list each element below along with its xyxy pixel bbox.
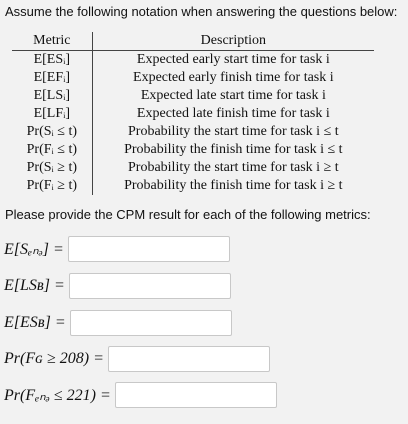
metric-cell: E[LFᵢ] [12, 105, 92, 123]
notation-table [12, 32, 374, 195]
table-row [12, 69, 374, 87]
question-label: Pr(Fɢ ≥ 208) = [4, 350, 104, 367]
answer-input[interactable] [115, 382, 277, 408]
description-cell: Probability the start time for task i ≥ t [128, 160, 339, 175]
question-row [4, 382, 277, 408]
question-label: E[LSʙ] = [4, 277, 65, 294]
metric-cell: Pr(Sᵢ ≤ t) [12, 123, 92, 141]
description-cell: Expected late finish time for task i [136, 106, 330, 121]
metric-cell: E[LSᵢ] [12, 87, 92, 105]
description-cell: Expected early start time for task i [136, 52, 330, 67]
header-metric: Metric [12, 32, 92, 51]
answer-input[interactable] [69, 273, 231, 299]
metric-cell: Pr(Fᵢ ≤ t) [12, 141, 92, 159]
table-row [12, 105, 374, 123]
intro-text: Assume the following notation when answering the questions below: [5, 4, 398, 19]
description-cell: Probability the start time for task i ≤ t [128, 124, 339, 139]
table-row [12, 87, 374, 105]
answer-input[interactable] [70, 310, 232, 336]
metric-cell: Pr(Fᵢ ≥ t) [12, 177, 92, 195]
question-label: E[Sₑₙₔ] = [4, 241, 64, 258]
answer-input[interactable] [108, 346, 270, 372]
table-row [12, 51, 374, 70]
metric-cell: E[ESᵢ] [12, 51, 92, 70]
table-row [12, 141, 374, 159]
description-cell: Expected late start time for task i [140, 88, 326, 103]
question-row [4, 346, 270, 372]
question-label: E[ESʙ] = [4, 314, 66, 331]
question-label: Pr(Fₑₙₔ ≤ 221) = [4, 387, 111, 404]
table-row [12, 177, 374, 195]
description-cell: Probability the finish time for task i ≥ t [124, 178, 343, 193]
table-row [12, 123, 374, 141]
table-row [12, 159, 374, 177]
answer-input[interactable] [68, 236, 230, 262]
prompt-text: Please provide the CPM result for each of the following metrics: [5, 207, 371, 222]
question-row [4, 273, 231, 299]
question-row [4, 236, 230, 262]
description-cell: Probability the finish time for task i ≤ t [124, 142, 343, 157]
metric-cell: E[EFᵢ] [12, 69, 92, 87]
question-row [4, 310, 232, 336]
description-cell: Expected early finish time for task i [133, 70, 334, 85]
header-description: Description [92, 32, 374, 51]
metric-cell: Pr(Sᵢ ≥ t) [12, 159, 92, 177]
